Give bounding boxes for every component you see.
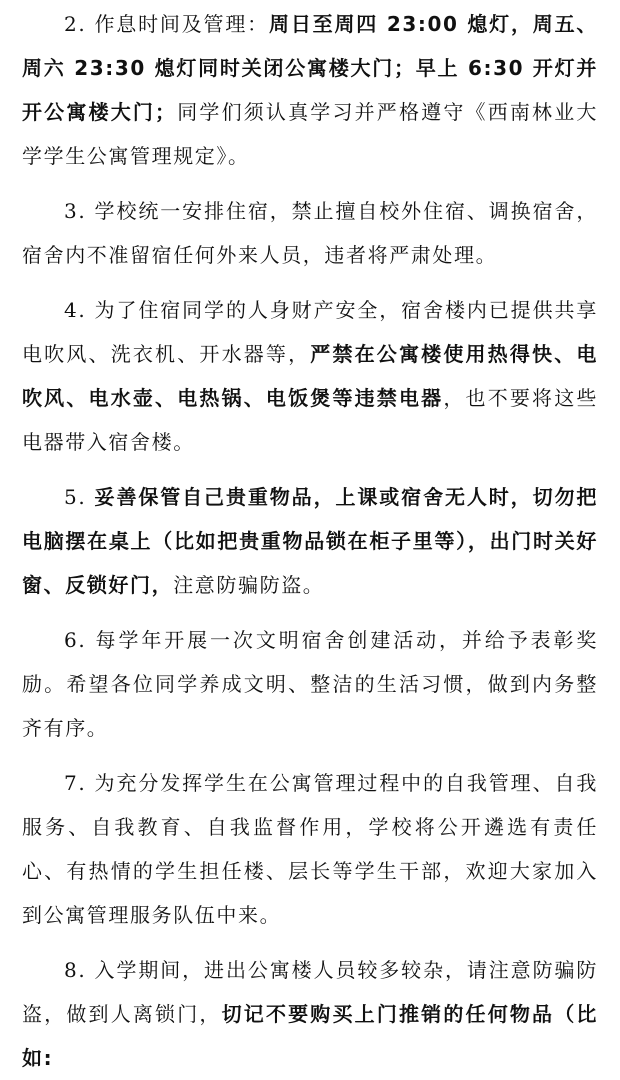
text-segment: 同学们须认真学习并严格遵守《西南林业大学学生公寓管理规定》。 <box>22 100 598 168</box>
paragraph-number: 6. <box>64 628 96 652</box>
paragraph-6 <box>22 618 598 750</box>
text-segment: 为充分发挥学生在公寓管理过程中的自我管理、自我服务、自我教育、自我监督作用，学校将公开遴选有责任心、有热情的学生担任楼、层长等学生干部，欢迎大家加入到公寓管理服务队伍中来。 <box>22 771 598 927</box>
paragraph-number: 4. <box>64 298 95 322</box>
paragraph-4 <box>22 288 598 464</box>
paragraph-3 <box>22 189 598 277</box>
text-segment: 为了住宿同学的人身财产安全，宿舍楼内已提供共享电吹风、洗衣机、开水器等， <box>22 298 598 366</box>
text-segment: 每学年开展一次文明宿舍创建活动，并给予表彰奖励。希望各位同学养成文明、整洁的生活习惯，做到内务整齐有序。 <box>22 628 598 740</box>
bold-text-segment: 妥善保管自己贵重物品，上课或宿舍无人时，切勿把电脑摆在桌上（比如把贵重物品锁在柜子里等），出门时关好窗、反锁好门， <box>22 485 598 597</box>
paragraph-number: 8. <box>64 958 95 982</box>
paragraph-number: 3. <box>64 199 95 223</box>
paragraph-5 <box>22 475 598 607</box>
paragraph-number: 5. <box>64 485 95 509</box>
bold-text-segment: 严禁在公寓楼使用热得快、电吹风、电水壶、电热锅、电饭煲等违禁电器 <box>22 342 598 410</box>
text-segment: 作息时间及管理： <box>94 12 270 36</box>
paragraph-8 <box>22 948 598 1080</box>
text-segment: ，也不要将这些电器带入宿舍楼。 <box>22 386 598 454</box>
document-page <box>22 0 598 1080</box>
paragraph-2 <box>22 0 598 178</box>
text-segment: 入学期间，进出公寓楼人员较多较杂，请注意防骗防盗，做到人离锁门， <box>22 958 598 1026</box>
text-segment: 注意防骗防盗。 <box>173 573 325 597</box>
paragraph-7 <box>22 761 598 937</box>
text-segment: 学校统一安排住宿，禁止擅自校外住宿、调换宿舍，宿舍内不准留宿任何外来人员，违者将严肃处理。 <box>22 199 598 267</box>
bold-text-segment: 周日至周四 23:00 熄灯，周五、周六 23:30 熄灯同时关闭公寓楼大门；早上 6:30 开灯并开公寓楼大门； <box>22 12 599 124</box>
bold-text-segment: 切记不要购买上门推销的任何物品（比如: <box>22 1002 599 1070</box>
paragraph-number: 7. <box>64 771 95 795</box>
paragraph-number: 2. <box>64 12 95 36</box>
